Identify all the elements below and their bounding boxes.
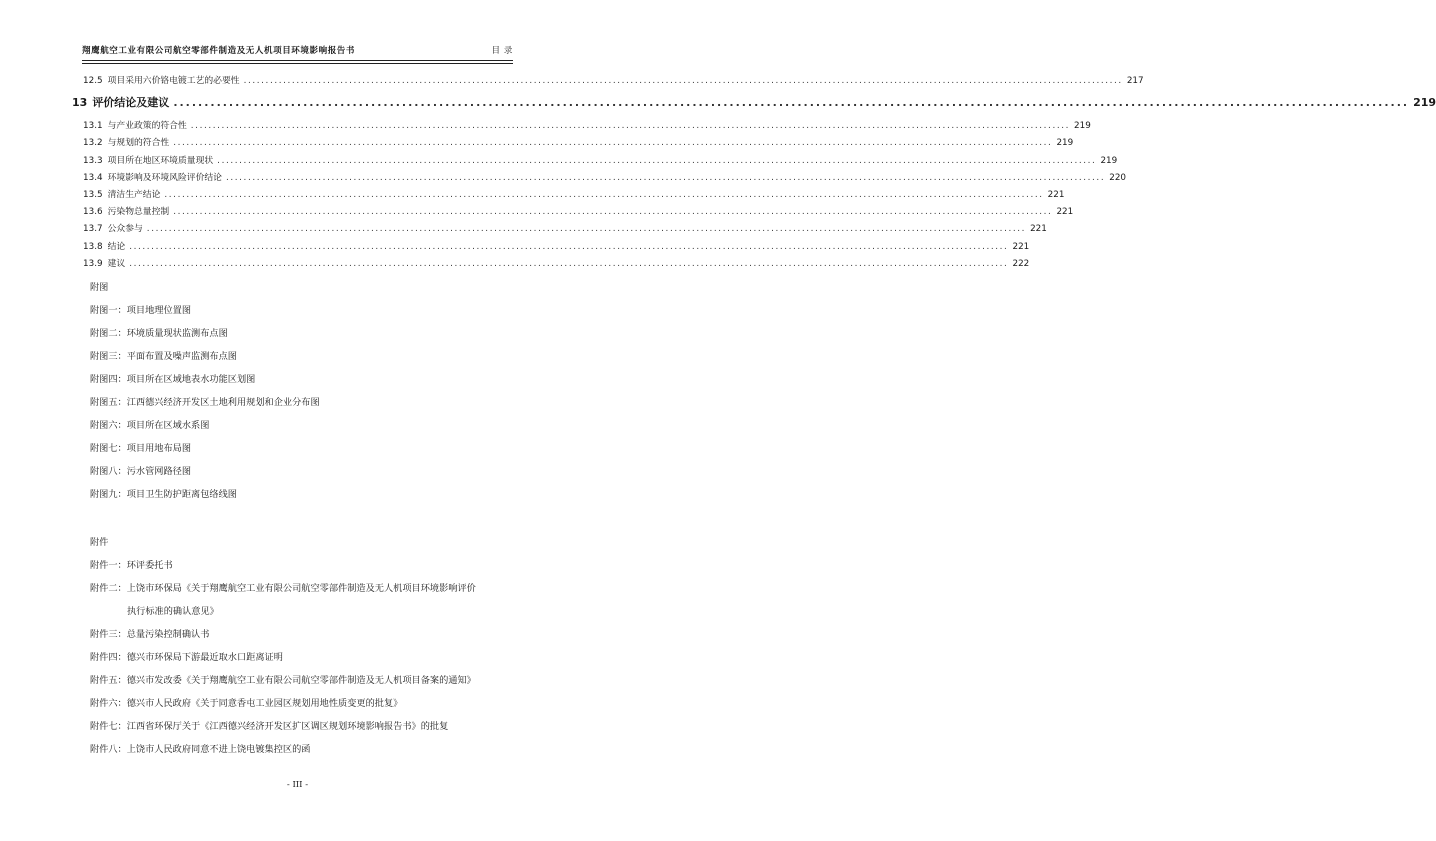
toc-label: 与产业政策的符合性 [107, 121, 187, 132]
toc-label: 结论 [107, 241, 126, 252]
figures-heading: 附图 [90, 282, 109, 293]
figure-item[interactable]: 附图三：平面布置及噪声监测布点图 [90, 351, 237, 362]
figure-item[interactable]: 附图六：项目所在区域水系图 [90, 420, 210, 431]
toc-page: 219 [1100, 155, 1118, 166]
figure-item[interactable]: 附图一：项目地理位置图 [90, 305, 192, 316]
toc-label: 项目采用六价铬电镀工艺的必要性 [107, 76, 240, 86]
toc-leader: ........................................................................................................................................................................................................ [173, 138, 1053, 149]
toc-label: 项目所在地区环境质量现状 [107, 155, 214, 166]
toc-label: 评价结论及建议 [92, 96, 170, 110]
toc-leader: ........................................................................................................................................................................................................ [225, 172, 1106, 183]
header-section-label: 目 录 [491, 46, 513, 56]
attachment-item[interactable]: 附件四：德兴市环保局下游最近取水口距离证明 [90, 652, 283, 663]
figure-item[interactable]: 附图九：项目卫生防护距离包络线图 [90, 489, 237, 500]
toc-number: 13.7 [83, 224, 103, 235]
toc-number: 13.5 [83, 189, 103, 200]
toc-leader: ........................................................................................................................................................................................................ [190, 121, 1071, 132]
toc-entry[interactable] [82, 256, 1030, 273]
toc-entry[interactable] [82, 135, 1074, 152]
header-title: 翔鹰航空工业有限公司航空零部件制造及无人机项目环境影响报告书 [82, 46, 356, 56]
attachment-item-continuation[interactable]: 执行标准的确认意见》 [127, 606, 219, 617]
toc-leader: ........................................................................................................................................................................................................ [173, 207, 1053, 218]
header-rule [82, 60, 513, 61]
toc-number: 13.6 [83, 207, 103, 218]
attachment-item[interactable]: 附件八：上饶市人民政府同意不进上饶电镀集控区的函 [90, 744, 311, 755]
toc-page: 219 [1056, 138, 1074, 149]
toc-entry[interactable] [82, 221, 1047, 238]
toc-page: 222 [1012, 258, 1030, 269]
attachments-section [90, 534, 476, 764]
toc-entry[interactable] [82, 73, 1144, 90]
toc-page: 217 [1126, 76, 1144, 86]
toc-page: 221 [1047, 189, 1065, 200]
toc-label: 污染物总量控制 [107, 207, 170, 218]
toc-page: 220 [1109, 172, 1127, 183]
toc-number: 13.3 [83, 155, 103, 166]
figure-item[interactable]: 附图五：江西德兴经济开发区土地利用规划和企业分布图 [90, 397, 320, 408]
toc-number: 12.5 [83, 76, 103, 86]
toc-entry[interactable] [82, 153, 1118, 170]
toc-label: 公众参与 [107, 224, 143, 235]
toc-page: 219 [1074, 121, 1091, 132]
toc-number: 13.9 [83, 258, 103, 269]
toc-number: 13.1 [83, 121, 103, 132]
toc-page: 221 [1012, 241, 1030, 252]
attachment-item[interactable]: 附件三：总量污染控制确认书 [90, 629, 210, 640]
toc-label: 清洁生产结论 [107, 189, 161, 200]
toc-leader: ........................................................................................................................................................................................................ [146, 224, 1027, 235]
toc-page: 221 [1030, 224, 1047, 235]
toc-label: 与规划的符合性 [107, 138, 170, 149]
toc-leader: ........................................................................................................................................................................................................ [173, 96, 1410, 110]
toc-leader: ........................................................................................................................................................................................................ [243, 76, 1123, 86]
toc-number: 13.8 [83, 241, 103, 252]
toc-leader: ........................................................................................................................................................................................................ [129, 258, 1009, 269]
attachment-item[interactable]: 附件一：环评委托书 [90, 560, 173, 571]
toc-number: 13.4 [83, 172, 103, 183]
toc-entry[interactable] [82, 204, 1074, 221]
toc-leader: ........................................................................................................................................................................................................ [164, 189, 1044, 200]
toc-entry[interactable] [82, 187, 1065, 204]
attachment-item[interactable]: 附件七：江西省环保厅关于《江西德兴经济开发区扩区调区规划环境影响报告书》的批复 [90, 721, 449, 732]
toc-entry[interactable] [82, 118, 1091, 135]
toc-number: 13.2 [83, 138, 103, 149]
toc-label: 建议 [107, 258, 126, 269]
toc-leader: ........................................................................................................................................................................................................ [129, 241, 1009, 252]
toc-label: 环境影响及环境风险评价结论 [107, 172, 222, 183]
toc-page: 221 [1056, 207, 1074, 218]
header-rule-thin [82, 63, 513, 64]
figure-item[interactable]: 附图四：项目所在区域地表水功能区划图 [90, 374, 256, 385]
attachment-item[interactable]: 附件五：德兴市发改委《关于翔鹰航空工业有限公司航空零部件制造及无人机项目备案的通知》 [90, 675, 476, 686]
attachment-item[interactable]: 附件六：德兴市人民政府《关于同意香屯工业园区规划用地性质变更的批复》 [90, 698, 403, 709]
toc-number: 13 [72, 96, 88, 110]
toc-entry[interactable] [82, 239, 1030, 256]
figures-section [90, 279, 320, 509]
attachment-item[interactable]: 附件二：上饶市环保局《关于翔鹰航空工业有限公司航空零部件制造及无人机项目环境影响评价 [90, 583, 476, 594]
figure-item[interactable]: 附图二：环境质量现状监测布点图 [90, 328, 228, 339]
toc-leader: ........................................................................................................................................................................................................ [217, 155, 1097, 166]
attachments-heading: 附件 [90, 537, 109, 548]
figure-item[interactable]: 附图八：污水管网路径图 [90, 466, 192, 477]
toc-entry-chapter[interactable] [72, 91, 1436, 118]
page-header [82, 44, 513, 58]
figure-item[interactable]: 附图七：项目用地布局图 [90, 443, 192, 454]
page-number: - III - [286, 780, 309, 790]
toc-page: 219 [1413, 96, 1436, 110]
table-of-contents [72, 73, 1436, 273]
toc-entry[interactable] [82, 170, 1127, 187]
